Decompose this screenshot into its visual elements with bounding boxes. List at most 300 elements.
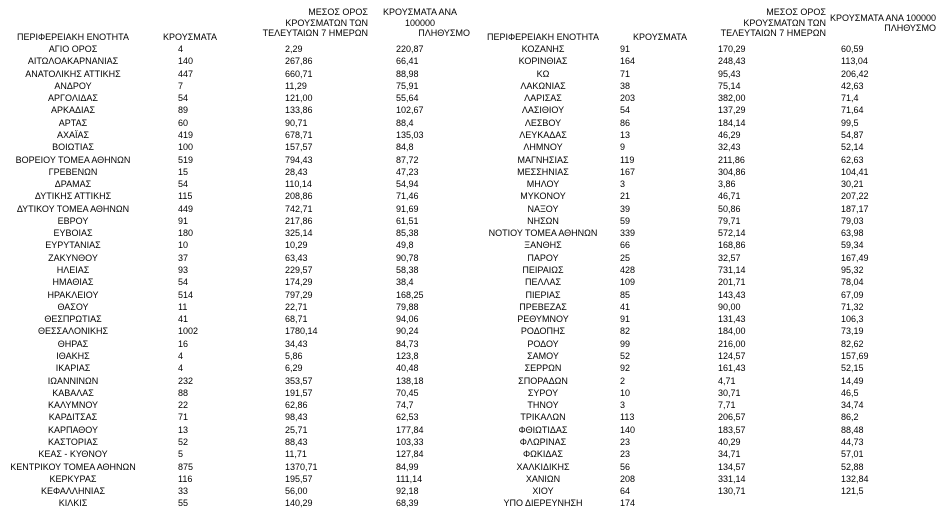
region-name: ΑΧΑΪΑΣ (56, 129, 90, 140)
per100k-value: 52,15 (841, 363, 864, 374)
avg7-value: 174,29 (285, 277, 313, 288)
avg7-value: 201,71 (718, 277, 746, 288)
region-name: ΜΥΚΟΝΟΥ (520, 191, 566, 202)
region-name: ΦΩΚΙΔΑΣ (523, 449, 563, 460)
avg7-value: 63,43 (285, 252, 308, 263)
cases-value: 23 (620, 449, 631, 460)
cases-value: 1002 (178, 326, 199, 337)
avg7-value: 32,57 (718, 252, 741, 263)
region-name: ΗΡΑΚΛΕΙΟΥ (47, 289, 99, 300)
region-name: ΛΑΡΙΣΑΣ (524, 93, 562, 104)
per100k-value: 38,4 (396, 277, 414, 288)
table-row (470, 388, 936, 399)
per100k-value: 47,23 (396, 166, 419, 177)
region-name: ΑΝΑΤΟΛΙΚΗΣ ΑΤΤΙΚΗΣ (25, 68, 121, 79)
avg7-value: 134,57 (718, 461, 746, 472)
per100k-value: 57,01 (841, 449, 864, 460)
table-row (470, 204, 936, 215)
region-name: ΗΛΕΙΑΣ (56, 265, 90, 276)
table-row (0, 118, 470, 129)
per100k-value: 34,74 (841, 400, 864, 411)
table-row (0, 326, 470, 337)
avg7-value: 797,29 (285, 289, 313, 300)
table-row (0, 216, 470, 227)
region-name: ΧΑΛΚΙΔΙΚΗΣ (516, 461, 570, 472)
avg7-value: 40,29 (718, 436, 741, 447)
header-cases-right (620, 4, 700, 42)
header-avg7 (238, 4, 368, 42)
avg7-value: 170,29 (718, 44, 746, 54)
per100k-value: 62,63 (841, 154, 864, 165)
avg7-value: 184,14 (718, 117, 746, 128)
region-name: ΣΑΜΟΥ (527, 351, 559, 361)
per100k-value: 177,84 (396, 424, 424, 435)
table-row (470, 400, 936, 411)
per100k-value: 52,88 (841, 461, 864, 472)
cases-value: 875 (178, 461, 194, 472)
per100k-value: 123,8 (396, 351, 419, 361)
region-name: ΜΕΣΣΗΝΙΑΣ (517, 166, 569, 177)
per100k-value: 74,7 (396, 400, 414, 411)
avg7-value: 216,00 (718, 338, 746, 349)
avg7-value: 7,71 (718, 400, 736, 411)
region-name: ΡΟΔΟΠΗΣ (520, 326, 566, 337)
region-name: ΒΟΙΩΤΙΑΣ (52, 142, 94, 153)
cases-value: 100 (178, 142, 194, 153)
cases-value: 54 (178, 277, 189, 288)
avg7-value: 168,86 (718, 240, 746, 251)
per100k-value: 94,06 (396, 314, 419, 325)
table-row (470, 56, 936, 67)
avg7-value: 267,86 (285, 56, 313, 67)
table-row (470, 216, 936, 227)
cases-value: 52 (178, 436, 189, 447)
avg7-value: 34,43 (285, 338, 308, 349)
avg7-value: 5,86 (285, 351, 303, 361)
table-row (0, 351, 470, 362)
cases-value: 41 (620, 301, 631, 312)
cases-value: 519 (178, 154, 194, 165)
per100k-value: 71,32 (841, 301, 864, 312)
table-row (0, 93, 470, 104)
cases-value: 54 (178, 179, 189, 190)
avg7-value: 90,71 (285, 117, 308, 128)
region-name: ΓΡΕΒΕΝΩΝ (48, 166, 98, 177)
avg7-value: 157,57 (285, 142, 313, 153)
avg7-value: 6,29 (285, 363, 303, 374)
cases-value: 64 (620, 486, 631, 497)
region-name: ΑΡΤΑΣ (58, 117, 88, 128)
avg7-value: 1370,71 (285, 461, 318, 472)
region-name: ΘΕΣΠΡΩΤΙΑΣ (44, 314, 102, 325)
cases-value: 85 (620, 289, 631, 300)
avg7-value: 660,71 (285, 68, 313, 79)
header-cases-label: ΚΡΟΥΣΜΑΤΑ (163, 31, 217, 42)
table-row (0, 44, 470, 55)
region-name: ΠΡΕΒΕΖΑΣ (519, 301, 567, 312)
region-name: ΚΑΡΔΙΤΣΑΣ (48, 412, 98, 423)
cases-value: 140 (620, 424, 636, 435)
region-name: ΠΕΛΛΑΣ (524, 277, 562, 288)
cases-value: 60 (178, 117, 189, 128)
per100k-value: 82,62 (841, 338, 864, 349)
avg7-value: 11,29 (285, 80, 307, 91)
table-row (470, 376, 936, 387)
region-name: ΑΙΤΩΛΟΑΚΑΡΝΑΝΙΑΣ (27, 56, 119, 67)
header-avg7-line1: ΜΕΣΟΣ ΟΡΟΣ (308, 7, 368, 18)
avg7-value: 10,29 (285, 240, 308, 251)
table-row (470, 191, 936, 202)
cases-value: 113 (620, 412, 635, 423)
region-name: ΠΕΙΡΑΙΩΣ (522, 265, 564, 276)
cases-value: 86 (620, 117, 631, 128)
table-row (470, 486, 936, 497)
region-name: ΛΕΣΒΟΥ (524, 117, 562, 128)
table-row (0, 302, 470, 313)
table-row (470, 314, 936, 325)
table-row (470, 437, 936, 448)
per100k-value: 167,49 (841, 252, 869, 263)
table-row (470, 253, 936, 264)
per100k-value: 88,4 (396, 117, 414, 128)
avg7-value: 191,57 (285, 387, 313, 398)
table-row (0, 179, 470, 190)
table-row (0, 437, 470, 448)
region-name: ΔΡΑΜΑΣ (54, 179, 92, 190)
region-name: ΘΗΡΑΣ (57, 338, 89, 349)
per100k-value: 86,2 (841, 412, 859, 423)
region-name: ΕΒΡΟΥ (57, 215, 89, 226)
table-row (470, 498, 936, 509)
cases-value: 10 (178, 240, 189, 251)
region-name: ΙΩΑΝΝΙΝΩΝ (47, 375, 99, 386)
per100k-value: 44,73 (841, 436, 864, 447)
avg7-value: 131,43 (718, 314, 746, 325)
cases-value: 33 (178, 486, 189, 497)
table-row (470, 474, 936, 485)
cases-value: 11 (178, 301, 188, 312)
cases-value: 203 (620, 93, 636, 104)
table-row (0, 130, 470, 141)
avg7-value: 32,43 (718, 142, 741, 153)
per100k-value: 84,73 (396, 338, 419, 349)
avg7-value: 183,57 (718, 424, 746, 435)
table-row (0, 486, 470, 497)
header-avg7-line3: ΤΕΛΕΥΤΑΙΩΝ 7 ΗΜΕΡΩΝ (262, 28, 368, 39)
cases-value: 54 (178, 93, 189, 104)
avg7-value: 325,14 (285, 228, 313, 239)
per100k-value: 68,39 (396, 498, 419, 509)
cases-value: 52 (620, 351, 631, 361)
per100k-value: 138,18 (396, 375, 424, 386)
table-row (0, 462, 470, 473)
per100k-value: 92,18 (396, 486, 419, 497)
cases-value: 514 (178, 289, 194, 300)
region-name: ΞΑΝΘΗΣ (524, 240, 562, 251)
cases-value: 4 (178, 351, 184, 361)
avg7-value: 140,29 (285, 498, 313, 509)
per100k-value: 111,14 (396, 473, 423, 484)
per100k-value: 49,8 (396, 240, 414, 251)
cases-value: 22 (178, 400, 189, 411)
header-region-label: ΠΕΡΙΦΕΡΕΙΑΚΗ ΕΝΟΤΗΤΑ (16, 31, 130, 42)
cases-value: 164 (620, 56, 636, 67)
table-row (470, 351, 936, 362)
region-name: ΤΡΙΚΑΛΩΝ (520, 412, 566, 423)
region-name: ΤΗΝΟΥ (527, 400, 559, 411)
cases-value: 13 (620, 129, 631, 140)
avg7-value: 46,71 (718, 191, 741, 202)
avg7-value: 229,57 (285, 265, 313, 276)
cases-value: 10 (620, 387, 631, 398)
cases-value: 91 (620, 314, 631, 325)
avg7-value: 143,43 (718, 289, 746, 300)
region-name: ΔΥΤΙΚΗΣ ΑΤΤΙΚΗΣ (34, 191, 112, 202)
avg7-value: 75,14 (718, 80, 741, 91)
avg7-value: 2,29 (285, 44, 303, 54)
table-row (0, 105, 470, 116)
region-name: ΜΑΓΝΗΣΙΑΣ (517, 154, 569, 165)
table-row (0, 290, 470, 301)
table-row (0, 449, 470, 460)
per100k-value: 66,41 (396, 56, 419, 67)
table-row (0, 498, 470, 509)
region-name: ΑΡΓΟΛΙΔΑΣ (48, 93, 98, 104)
cases-value: 89 (178, 105, 189, 116)
per100k-value: 46,5 (841, 387, 859, 398)
cases-value: 41 (178, 314, 189, 325)
table-row (0, 253, 470, 264)
region-name: ΑΝΔΡΟΥ (54, 80, 92, 91)
table-row (0, 376, 470, 387)
region-name: ΚΟΡΙΝΘΙΑΣ (518, 56, 568, 67)
table-row (0, 388, 470, 399)
table-row (470, 228, 936, 239)
cases-value: 93 (178, 265, 189, 276)
avg7-value: 195,57 (285, 473, 313, 484)
cases-value: 23 (620, 436, 631, 447)
header-region-right (470, 4, 616, 42)
cases-value: 115 (178, 191, 193, 202)
cases-value: 180 (178, 228, 194, 239)
table-row (0, 363, 470, 374)
table-row (470, 179, 936, 190)
per100k-value: 71,4 (841, 93, 859, 104)
per100k-value: 106,3 (841, 314, 864, 325)
table-row (470, 155, 936, 166)
table-row (0, 474, 470, 485)
table-row (470, 44, 936, 55)
cases-value: 3 (620, 179, 626, 190)
header-avg7-right (696, 4, 826, 42)
region-name: ΚΑΣΤΟΡΙΑΣ (48, 436, 98, 447)
avg7-value: 678,71 (285, 129, 313, 140)
region-name: ΣΥΡΟΥ (527, 387, 559, 398)
per100k-value: 103,33 (396, 436, 424, 447)
per100k-value: 30,21 (841, 179, 864, 190)
table-row (470, 118, 936, 129)
cases-value: 16 (178, 338, 189, 349)
region-name: ΠΙΕΡΙΑΣ (525, 289, 561, 300)
cases-value: 167 (620, 166, 636, 177)
per100k-value: 70,45 (396, 387, 419, 398)
per100k-value: 127,84 (396, 449, 424, 460)
cases-value: 88 (178, 387, 189, 398)
region-name: ΛΑΣΙΘΙΟΥ (521, 105, 565, 116)
cases-value: 71 (178, 412, 189, 423)
per100k-value: 113,04 (841, 56, 868, 67)
per100k-value: 207,22 (841, 191, 869, 202)
per100k-value: 84,99 (396, 461, 419, 472)
cases-value: 55 (178, 498, 189, 509)
region-name: ΚΙΛΚΙΣ (58, 498, 88, 509)
per100k-value: 62,53 (396, 412, 419, 423)
cases-value: 5 (178, 449, 184, 460)
table-row (0, 56, 470, 67)
cases-value: 91 (620, 44, 631, 54)
header-cases-label: ΚΡΟΥΣΜΑΤΑ (633, 31, 687, 42)
table-row (0, 277, 470, 288)
per100k-value: 42,63 (841, 80, 864, 91)
avg7-value: 121,00 (285, 93, 313, 104)
table-row (470, 363, 936, 374)
avg7-value: 30,71 (718, 387, 741, 398)
cases-value: 92 (620, 363, 631, 374)
avg7-value: 28,43 (285, 166, 308, 177)
region-name: ΖΑΚΥΝΘΟΥ (48, 252, 98, 263)
cases-value: 13 (178, 424, 189, 435)
avg7-value: 161,43 (718, 363, 746, 374)
avg7-value: 110,14 (285, 179, 312, 190)
cases-value: 91 (178, 215, 189, 226)
table-row (0, 265, 470, 276)
avg7-value: 124,57 (718, 351, 746, 361)
avg7-value: 4,71 (718, 375, 736, 386)
avg7-value: 133,86 (285, 105, 313, 116)
table-row (0, 228, 470, 239)
avg7-value: 248,43 (718, 56, 746, 67)
per100k-value: 78,04 (841, 277, 864, 288)
avg7-value: 50,86 (718, 203, 741, 214)
per100k-value: 135,03 (396, 129, 424, 140)
avg7-value: 88,43 (285, 436, 308, 447)
table-row (470, 449, 936, 460)
cases-value: 66 (620, 240, 631, 251)
per100k-value: 40,48 (396, 363, 419, 374)
avg7-value: 62,86 (285, 400, 308, 411)
region-name: ΣΠΟΡΑΔΩΝ (518, 375, 568, 386)
per100k-value: 87,72 (396, 154, 419, 165)
table-row (0, 412, 470, 423)
avg7-value: 3,86 (718, 179, 736, 190)
region-name: ΚΕΝΤΡΙΚΟΥ ΤΟΜΕΑ ΑΘΗΝΩΝ (10, 461, 136, 472)
cases-value: 2 (620, 375, 626, 386)
region-name: ΛΕΥΚΑΔΑΣ (519, 129, 567, 140)
region-name: ΚΟΖΑΝΗΣ (521, 44, 565, 54)
cases-value: 82 (620, 326, 631, 337)
cases-value: 447 (178, 68, 194, 79)
table-row (470, 339, 936, 350)
region-name: ΑΡΚΑΔΙΑΣ (50, 105, 96, 116)
avg7-value: 353,57 (285, 375, 313, 386)
table-row (0, 155, 470, 166)
region-name: ΚΑΛΥΜΝΟΥ (47, 400, 99, 411)
region-name: ΙΘΑΚΗΣ (56, 351, 90, 361)
header-per100k-line1: ΚΡΟΥΣΜΑΤΑ ΑΝΑ 100000 (383, 7, 457, 28)
avg7-value: 331,14 (718, 473, 746, 484)
cases-value: 37 (178, 252, 189, 263)
region-name: ΘΕΣΣΑΛΟΝΙΚΗΣ (37, 326, 109, 337)
header-per100k-line2: ΠΛΗΘΥΣΜΟ (884, 23, 936, 33)
region-name: ΠΑΡΟΥ (527, 252, 559, 263)
avg7-value: 794,43 (285, 154, 313, 165)
table-row (0, 339, 470, 350)
cases-value: 25 (620, 252, 631, 263)
cases-value: 428 (620, 265, 636, 276)
per100k-value: 132,84 (841, 473, 869, 484)
avg7-value: 137,29 (718, 105, 746, 116)
region-name: ΝΟΤΙΟΥ ΤΟΜΕΑ ΑΘΗΝΩΝ (488, 228, 598, 239)
region-name: ΜΗΛΟΥ (526, 179, 560, 190)
cases-value: 109 (620, 277, 636, 288)
cases-value: 208 (620, 473, 636, 484)
per100k-value: 121,5 (841, 486, 864, 497)
region-name: ΚΕΑΣ - ΚΥΘΝΟΥ (38, 449, 108, 460)
table-row (0, 167, 470, 178)
cases-value: 54 (620, 105, 631, 116)
cases-value: 232 (178, 375, 194, 386)
table-row (470, 93, 936, 104)
table-row (470, 142, 936, 153)
header-avg7-line3: ΤΕΛΕΥΤΑΙΩΝ 7 ΗΜΕΡΩΝ (720, 28, 826, 39)
cases-value: 119 (620, 154, 635, 165)
avg7-value: 572,14 (718, 228, 746, 239)
table-row (470, 302, 936, 313)
per100k-value: 14,49 (841, 375, 864, 386)
region-name: ΚΑΡΠΑΘΟΥ (47, 424, 99, 435)
per100k-value: 88,48 (841, 424, 864, 435)
table-row (470, 130, 936, 141)
table-row (0, 81, 470, 92)
table-row (0, 142, 470, 153)
per100k-value: 220,87 (396, 44, 424, 54)
per100k-value: 63,98 (841, 228, 864, 239)
table-row (470, 326, 936, 337)
region-name: ΣΕΡΡΩΝ (524, 363, 562, 374)
per100k-value: 59,34 (841, 240, 864, 251)
per100k-value: 54,94 (396, 179, 419, 190)
table-row (470, 277, 936, 288)
per100k-value: 71,46 (396, 191, 419, 202)
per100k-value: 54,87 (841, 129, 864, 140)
header-avg7-line2: ΚΡΟΥΣΜΑΤΩΝ ΤΩΝ (743, 17, 826, 28)
header-region-label: ΠΕΡΙΦΕΡΕΙΑΚΗ ΕΝΟΤΗΤΑ (486, 31, 600, 42)
per100k-value: 73,19 (841, 326, 864, 337)
per100k-value: 206,42 (841, 68, 869, 79)
per100k-value: 157,69 (841, 351, 869, 361)
avg7-value: 304,86 (718, 166, 746, 177)
avg7-value: 1780,14 (285, 326, 318, 337)
cases-value: 59 (620, 215, 631, 226)
per100k-value: 58,38 (396, 265, 419, 276)
per100k-value: 90,24 (396, 326, 419, 337)
cases-value: 419 (178, 129, 194, 140)
region-name: ΧΙΟΥ (532, 486, 554, 497)
table-row (470, 240, 936, 251)
region-name: ΕΥΒΟΙΑΣ (53, 228, 93, 239)
avg7-value: 382,00 (718, 93, 746, 104)
table-row (470, 81, 936, 92)
